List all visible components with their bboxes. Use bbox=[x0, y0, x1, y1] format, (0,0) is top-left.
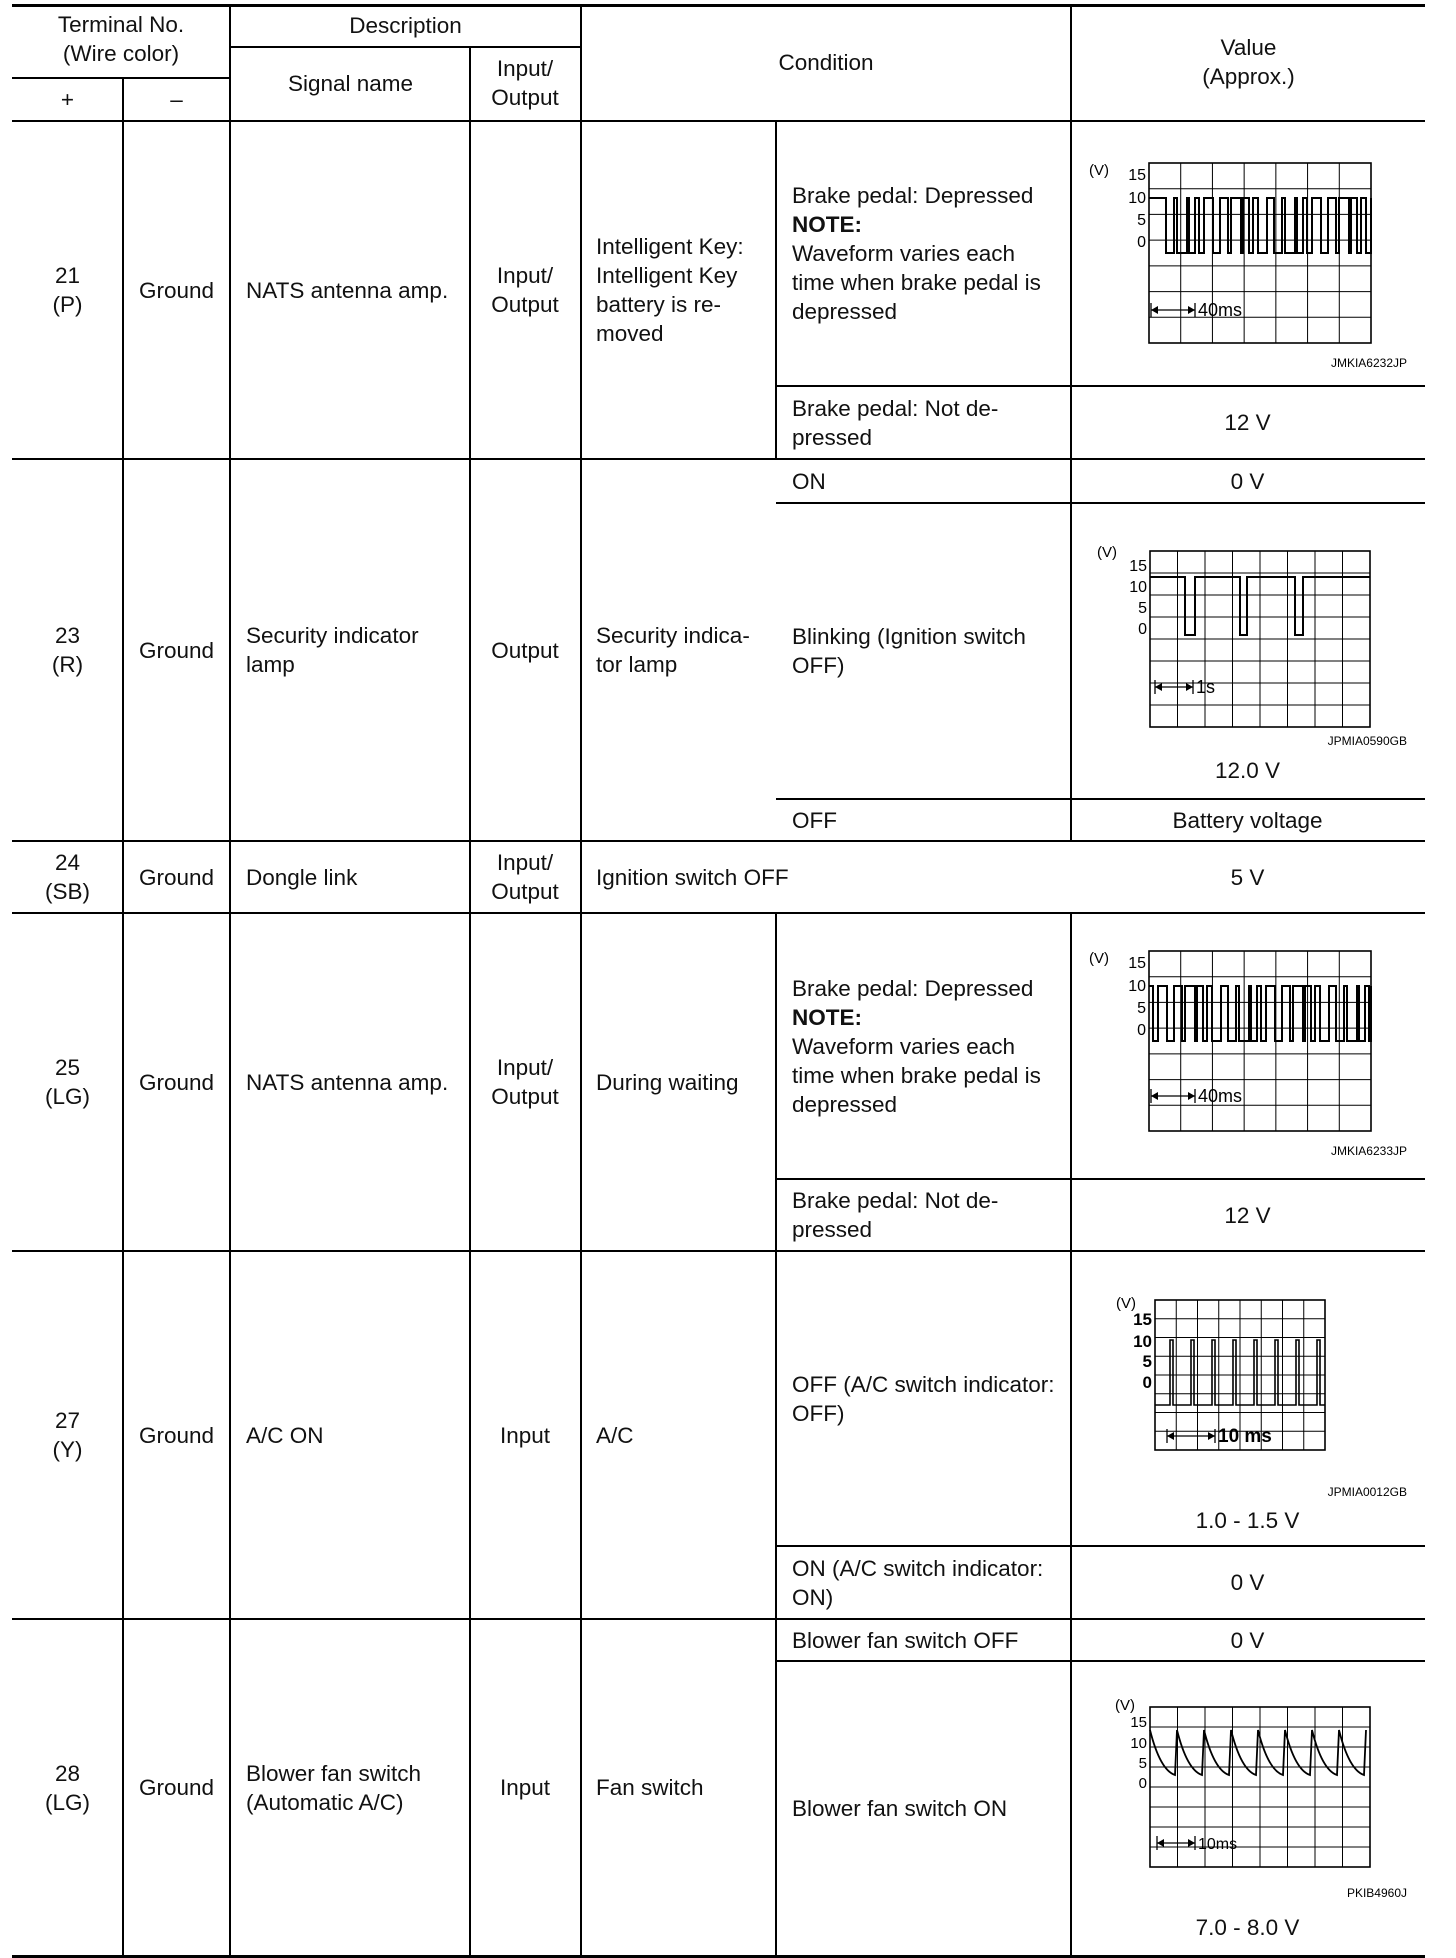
input-output-line: Output bbox=[491, 1084, 559, 1109]
sub-condition-line: pressed bbox=[792, 424, 873, 450]
sub-condition bbox=[776, 1662, 1070, 1955]
condition-line: tor lamp bbox=[596, 652, 678, 677]
value bbox=[1070, 1547, 1425, 1618]
terminal-number bbox=[12, 122, 123, 458]
condition bbox=[580, 1252, 776, 1618]
header-signal-name-line: Signal name bbox=[287, 70, 414, 96]
scope-unit-label: (V) bbox=[1116, 1295, 1136, 1312]
input-output bbox=[470, 460, 580, 840]
value-line: 5 V bbox=[1230, 864, 1265, 890]
scope-tick-label: 10 bbox=[1128, 190, 1146, 207]
value-line: 12.0 V bbox=[1214, 757, 1281, 783]
input-output bbox=[470, 914, 580, 1250]
terminal-number-line: (LG) bbox=[45, 1789, 90, 1815]
value-line: 0 V bbox=[1230, 468, 1265, 494]
input-output bbox=[470, 122, 580, 458]
waveform-trace bbox=[1149, 986, 1371, 1041]
sub-condition bbox=[776, 800, 1070, 840]
sub-condition-label: Brake pedal: Depressed bbox=[792, 975, 1034, 1001]
value bbox=[1070, 1905, 1425, 1950]
terminal-number-line: 24 bbox=[54, 850, 81, 875]
table-rule bbox=[12, 77, 230, 79]
input-output-line: Input bbox=[499, 1775, 551, 1800]
terminal-number-line: (SB) bbox=[45, 879, 90, 904]
terminal-number-line: (Y) bbox=[52, 1437, 83, 1462]
scope-tick-label: 5 bbox=[1138, 1755, 1147, 1772]
table-rule bbox=[1070, 912, 1072, 1955]
signal-name-line: Dongle link bbox=[246, 864, 358, 890]
terminal-number-line: (P) bbox=[52, 292, 83, 317]
value-line: 1.0 - 1.5 V bbox=[1195, 1507, 1300, 1533]
condition-line: During waiting bbox=[596, 1069, 739, 1095]
header-condition bbox=[582, 6, 1070, 118]
terminal-number-line: 23 bbox=[54, 623, 81, 648]
condition bbox=[580, 122, 776, 458]
terminal-ground-line: Ground bbox=[138, 1775, 215, 1800]
value-line: 12 V bbox=[1224, 1202, 1271, 1228]
sub-condition-line: OFF) bbox=[792, 653, 845, 678]
scope-unit-label: (V) bbox=[1097, 544, 1117, 561]
scope-tick-label: 0 bbox=[1138, 1775, 1147, 1792]
input-output bbox=[470, 842, 580, 912]
sub-condition-line: Brake pedal: Not de- bbox=[792, 1188, 999, 1213]
scope-unit-label: (V) bbox=[1089, 950, 1109, 967]
note-text: depressed bbox=[792, 299, 898, 324]
scope-tick-label: 10 bbox=[1130, 1735, 1147, 1752]
sub-condition-line: ON bbox=[792, 468, 826, 494]
value bbox=[1070, 745, 1425, 795]
scope-unit-label: (V) bbox=[1089, 162, 1109, 179]
value-line: 12 V bbox=[1224, 410, 1271, 435]
waveform-trace bbox=[1149, 198, 1371, 253]
sub-condition bbox=[776, 122, 1070, 385]
value-line: Battery voltage bbox=[1172, 807, 1323, 833]
input-output-line: Output bbox=[491, 292, 559, 317]
sub-condition-line: Blower fan switch ON bbox=[792, 1796, 1008, 1821]
header-value-line: (Approx.) bbox=[1202, 64, 1295, 89]
waveform-27 bbox=[1075, 1290, 1415, 1500]
terminal-ground-line: Ground bbox=[138, 277, 215, 303]
value bbox=[1070, 1620, 1425, 1660]
scope-tick-label: 0 bbox=[1137, 1022, 1146, 1039]
sub-condition bbox=[776, 460, 1070, 502]
scope-tick-label: 5 bbox=[1138, 600, 1147, 617]
condition-line: Fan switch bbox=[596, 1775, 704, 1800]
scope-tick-label: 15 bbox=[1129, 558, 1147, 575]
terminal-number-line: (R) bbox=[51, 652, 84, 677]
scope-tick-label: 10 bbox=[1128, 978, 1146, 995]
value bbox=[1070, 800, 1425, 840]
signal-name-line: NATS antenna amp. bbox=[246, 277, 449, 303]
header-terminal-no-line: Terminal No. bbox=[57, 12, 185, 37]
sub-condition bbox=[776, 1180, 1070, 1250]
signal-name bbox=[230, 842, 470, 912]
condition-line: Security indica- bbox=[596, 623, 750, 648]
sub-condition bbox=[776, 504, 1070, 798]
signal-name bbox=[230, 914, 470, 1250]
header-terminal-no-line: (Wire color) bbox=[62, 41, 180, 66]
input-output bbox=[470, 1620, 580, 1955]
sub-condition-line: ON (A/C switch indicator: bbox=[792, 1555, 1044, 1581]
period-label: 40ms bbox=[1198, 300, 1243, 320]
terminal-number bbox=[12, 1252, 123, 1618]
terminal-number-line: 25 bbox=[54, 1055, 81, 1080]
header-input-output-line: Input/ bbox=[496, 56, 554, 81]
condition bbox=[580, 914, 776, 1250]
note-label: NOTE: bbox=[792, 1004, 862, 1030]
period-label: 10 ms bbox=[1218, 1426, 1272, 1447]
note-text: Waveform varies each bbox=[792, 241, 1015, 266]
scope-tick-label: 0 bbox=[1137, 234, 1146, 251]
scope-tick-label: 10 bbox=[1133, 1332, 1152, 1351]
value bbox=[1070, 842, 1425, 912]
terminal-ground bbox=[123, 842, 230, 912]
scope-tick-label: 15 bbox=[1133, 1310, 1152, 1329]
note-text: time when brake pedal is bbox=[792, 270, 1041, 295]
header-description-line: Description bbox=[349, 12, 462, 38]
figure-id: JMKIA6233JP bbox=[1330, 1144, 1407, 1158]
period-label: 40ms bbox=[1198, 1086, 1243, 1106]
sub-condition-line: OFF (A/C switch indicator: bbox=[792, 1371, 1055, 1397]
terminal-ground-line: Ground bbox=[138, 1069, 215, 1095]
input-output-line: Output bbox=[491, 879, 559, 904]
signal-name-line: Blower fan switch bbox=[246, 1760, 422, 1786]
input-output-line: Input/ bbox=[496, 263, 554, 288]
value bbox=[1070, 1180, 1425, 1250]
sub-condition-line: Blinking (Ignition switch bbox=[792, 624, 1026, 649]
signal-name-line: lamp bbox=[246, 652, 295, 677]
input-output-line: Input/ bbox=[496, 850, 554, 875]
signal-name bbox=[230, 460, 470, 840]
value bbox=[1070, 387, 1425, 458]
header-plus bbox=[12, 80, 123, 118]
condition-line: Ignition switch OFF bbox=[596, 864, 789, 890]
sub-condition bbox=[776, 914, 1070, 1178]
terminal-number bbox=[12, 842, 123, 912]
figure-id: JMKIA6232JP bbox=[1330, 356, 1407, 370]
note-text: Waveform varies each bbox=[792, 1033, 1015, 1059]
condition-line: A/C bbox=[596, 1422, 634, 1448]
figure-id: JPMIA0012GB bbox=[1327, 1485, 1407, 1499]
scope-tick-label: 5 bbox=[1137, 1000, 1146, 1017]
header-value-line: Value bbox=[1220, 35, 1277, 60]
sub-condition-line: OFF) bbox=[792, 1400, 845, 1426]
condition bbox=[580, 842, 1070, 912]
scope-tick-label: 5 bbox=[1137, 212, 1146, 229]
signal-name-line: A/C ON bbox=[246, 1422, 324, 1448]
terminal-number bbox=[12, 460, 123, 840]
terminal-number-line: 21 bbox=[54, 263, 81, 288]
scope-tick-label: 0 bbox=[1138, 621, 1147, 638]
sub-condition-label: Brake pedal: Depressed bbox=[792, 183, 1034, 208]
header-description bbox=[231, 6, 580, 44]
sub-condition bbox=[776, 1252, 1070, 1545]
signal-name bbox=[230, 1252, 470, 1618]
signal-name-line: NATS antenna amp. bbox=[246, 1069, 449, 1095]
terminal-number-line: 28 bbox=[54, 1760, 81, 1786]
figure-id: PKIB4960J bbox=[1346, 1886, 1407, 1900]
sub-condition-line: pressed bbox=[792, 1217, 873, 1242]
condition bbox=[580, 1620, 776, 1955]
figure-id: JPMIA0590GB bbox=[1327, 734, 1407, 747]
period-label: 1s bbox=[1196, 677, 1216, 697]
waveform-25 bbox=[1075, 943, 1415, 1163]
sub-condition-line: OFF bbox=[792, 807, 837, 833]
header-signal-name bbox=[231, 48, 470, 118]
header-terminal-no bbox=[12, 6, 230, 72]
value bbox=[1070, 1500, 1425, 1540]
terminal-ground bbox=[123, 122, 230, 458]
header-minus-line: – bbox=[170, 86, 183, 112]
header-input-output bbox=[470, 48, 580, 118]
waveform-trace bbox=[1150, 1730, 1366, 1775]
condition-line: battery is re- bbox=[596, 292, 722, 317]
condition-line: Intelligent Key bbox=[596, 263, 738, 288]
note-label: NOTE: bbox=[792, 212, 862, 237]
input-output bbox=[470, 1252, 580, 1618]
sub-condition-line: Blower fan switch OFF bbox=[792, 1627, 1019, 1653]
value-line: 7.0 - 8.0 V bbox=[1195, 1915, 1300, 1940]
signal-name-line: Security indicator bbox=[246, 623, 419, 648]
scope-unit-label: (V) bbox=[1115, 1697, 1135, 1714]
terminal-number-line: 27 bbox=[54, 1408, 81, 1433]
terminal-ground bbox=[123, 1252, 230, 1618]
terminal-ground-line: Ground bbox=[138, 864, 215, 890]
scope-tick-label: 5 bbox=[1142, 1352, 1152, 1371]
terminal-number bbox=[12, 914, 123, 1250]
value bbox=[1070, 460, 1425, 502]
input-output-line: Output bbox=[491, 637, 559, 663]
terminal-ground-line: Ground bbox=[138, 1422, 215, 1448]
sub-condition bbox=[776, 1620, 1070, 1660]
note-text: time when brake pedal is bbox=[792, 1062, 1041, 1088]
waveform-28 bbox=[1075, 1695, 1415, 1905]
value-line: 0 V bbox=[1230, 1570, 1265, 1595]
scope-tick-label: 10 bbox=[1129, 579, 1147, 596]
terminal-ground bbox=[123, 914, 230, 1250]
header-plus-line: + bbox=[60, 86, 75, 112]
scope-tick-label: 15 bbox=[1130, 1714, 1147, 1731]
period-label: 10ms bbox=[1198, 1836, 1238, 1853]
sub-condition-line: Brake pedal: Not de- bbox=[792, 395, 999, 421]
condition-line: moved bbox=[596, 321, 664, 346]
terminal-ground-line: Ground bbox=[138, 637, 215, 663]
signal-name bbox=[230, 122, 470, 458]
terminal-number bbox=[12, 1620, 123, 1955]
terminal-number-line: (LG) bbox=[45, 1084, 90, 1109]
signal-name bbox=[230, 1620, 470, 1955]
condition-line: Intelligent Key: bbox=[596, 234, 744, 259]
sub-condition-line: ON) bbox=[792, 1584, 834, 1610]
scope-tick-label: 15 bbox=[1128, 167, 1146, 184]
header-value bbox=[1072, 6, 1425, 118]
signal-name-line: (Automatic A/C) bbox=[246, 1789, 404, 1815]
sub-condition bbox=[776, 1547, 1070, 1618]
input-output-line: Input/ bbox=[496, 1055, 554, 1080]
waveform-21 bbox=[1075, 155, 1415, 375]
header-minus bbox=[123, 80, 230, 118]
value-line: 0 V bbox=[1230, 1627, 1265, 1653]
scope-tick-label: 15 bbox=[1128, 955, 1146, 972]
condition bbox=[580, 460, 776, 840]
note-text: depressed bbox=[792, 1091, 898, 1117]
sub-condition bbox=[776, 387, 1070, 458]
header-condition-line: Condition bbox=[778, 49, 874, 75]
terminal-ground bbox=[123, 460, 230, 840]
header-input-output-line: Output bbox=[491, 85, 559, 110]
waveform-23 bbox=[1075, 537, 1415, 747]
scope-tick-label: 0 bbox=[1142, 1373, 1152, 1392]
input-output-line: Input bbox=[499, 1422, 551, 1448]
terminal-ground bbox=[123, 1620, 230, 1955]
